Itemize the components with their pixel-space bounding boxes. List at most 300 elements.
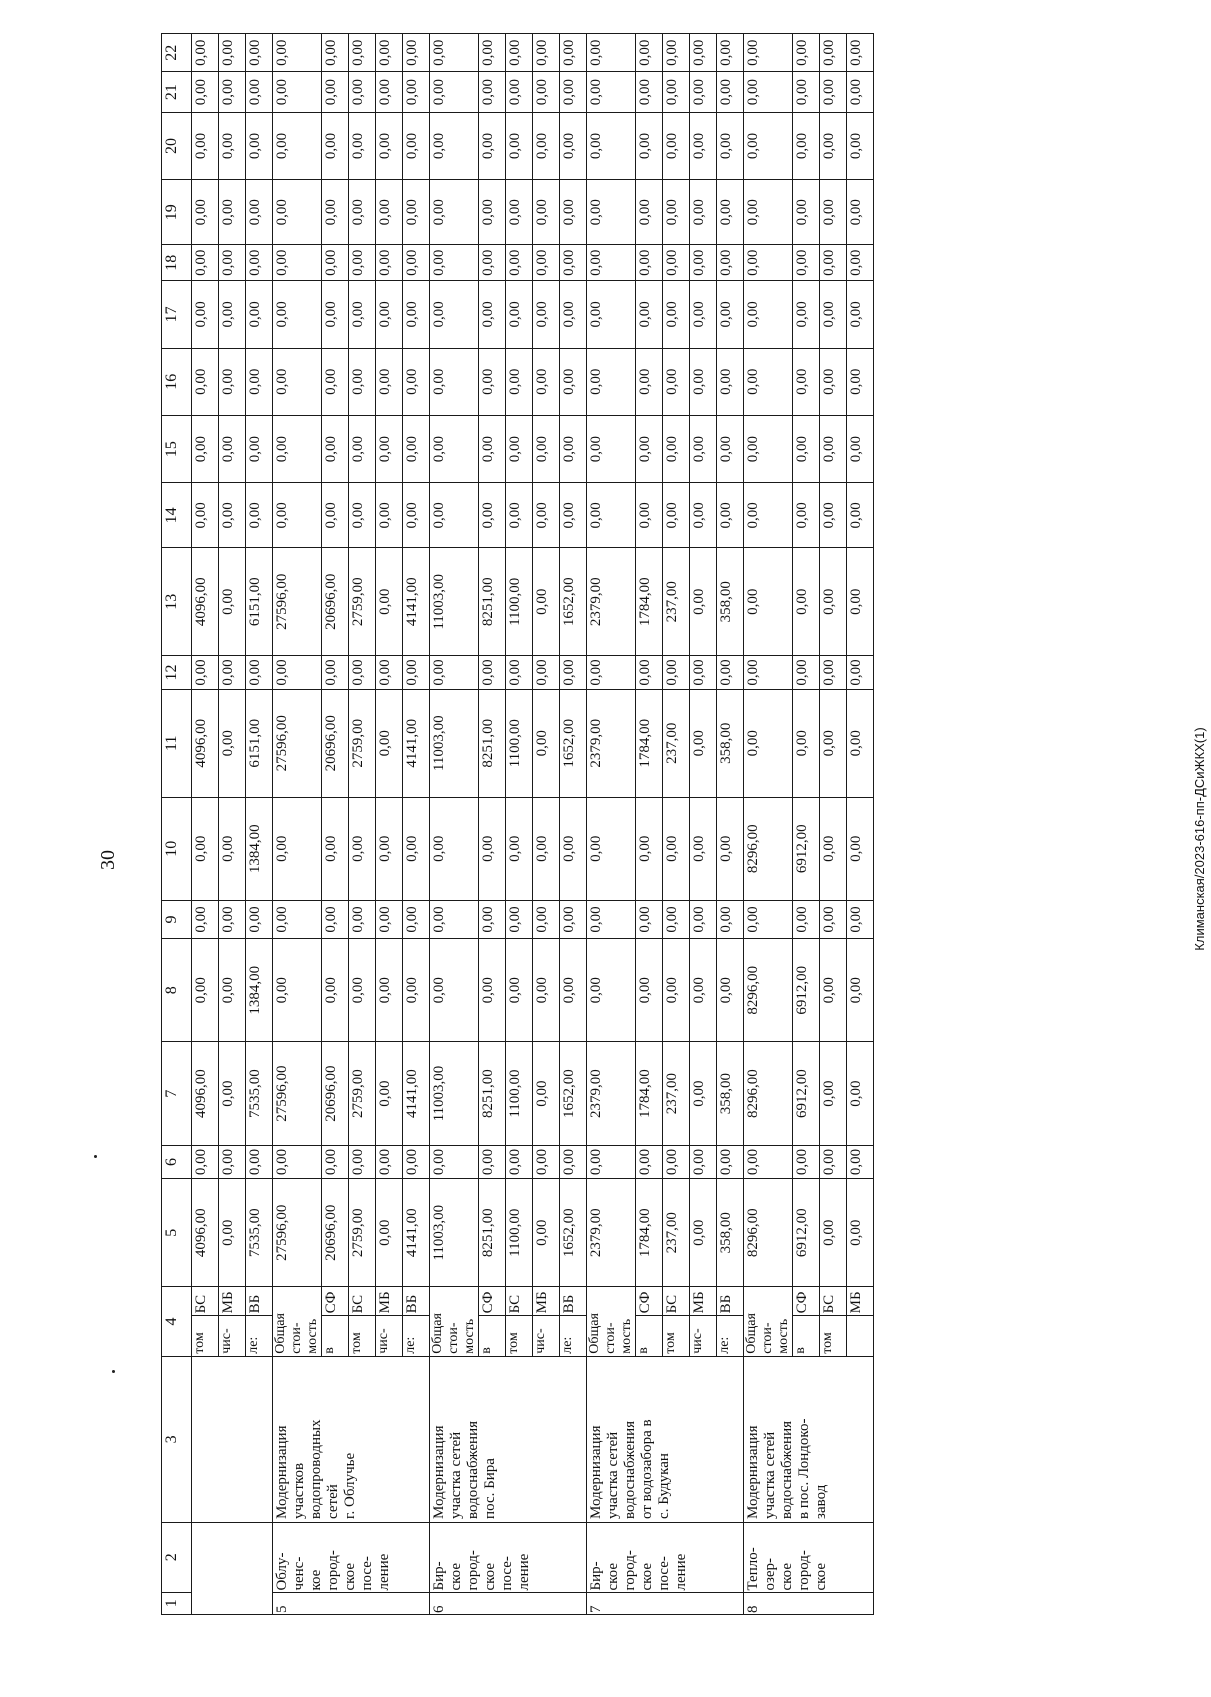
- funding-source-cell: СФ: [793, 1287, 820, 1316]
- value-cell: 0,00: [403, 281, 430, 348]
- value-cell: 0,00: [847, 72, 874, 112]
- value-cell: 0,00: [560, 348, 587, 415]
- funding-source-cell: ВБ: [403, 1287, 430, 1316]
- value-cell: 0,00: [246, 900, 273, 938]
- funding-source-cell: МБ: [376, 1287, 403, 1316]
- value-cell: 0,00: [376, 797, 403, 900]
- funding-source-cell: БС: [192, 1287, 219, 1316]
- column-number: 15: [162, 415, 192, 482]
- column-number: 9: [162, 900, 192, 938]
- value-cell: 0,00: [246, 656, 273, 690]
- value-cell: 11003,00: [430, 1179, 479, 1287]
- value-cell: 0,00: [847, 548, 874, 656]
- value-cell: 7535,00: [246, 1042, 273, 1145]
- value-cell: 0,00: [533, 900, 560, 938]
- value-cell: 1100,00: [506, 1179, 533, 1287]
- column-number: 19: [162, 180, 192, 245]
- value-cell: 0,00: [219, 1042, 246, 1145]
- value-cell: 0,00: [533, 797, 560, 900]
- value-cell: 0,00: [717, 180, 744, 245]
- value-cell: 0,00: [273, 281, 322, 348]
- value-cell: 0,00: [246, 348, 273, 415]
- value-cell: 8296,00: [744, 1042, 793, 1145]
- value-cell: 0,00: [636, 656, 663, 690]
- value-cell: 0,00: [820, 548, 847, 656]
- value-cell: 0,00: [744, 483, 793, 548]
- value-cell: 0,00: [533, 281, 560, 348]
- value-cell: 0,00: [403, 112, 430, 179]
- value-cell: 0,00: [820, 180, 847, 245]
- column-number: 21: [162, 72, 192, 112]
- value-cell: 0,00: [322, 180, 349, 245]
- value-cell: 0,00: [587, 281, 636, 348]
- value-cell: 0,00: [219, 689, 246, 797]
- value-cell: 0,00: [376, 939, 403, 1042]
- value-cell: 0,00: [506, 900, 533, 938]
- value-cell: 0,00: [403, 656, 430, 690]
- value-cell: 0,00: [820, 939, 847, 1042]
- value-cell: 6151,00: [246, 689, 273, 797]
- value-cell: 0,00: [690, 1145, 717, 1179]
- value-cell: 0,00: [820, 900, 847, 938]
- column-number: 6: [162, 1145, 192, 1179]
- value-cell: 0,00: [430, 797, 479, 900]
- value-cell: 0,00: [793, 112, 820, 179]
- value-cell: 2379,00: [587, 548, 636, 656]
- funding-source-cell: СФ: [636, 1287, 663, 1316]
- value-cell: 0,00: [349, 1145, 376, 1179]
- value-cell: 6912,00: [793, 1042, 820, 1145]
- value-cell: 0,00: [820, 348, 847, 415]
- project-total-row: [587, 34, 636, 1615]
- value-cell: 0,00: [430, 939, 479, 1042]
- subheading-cell: в: [636, 1316, 663, 1356]
- value-cell: 0,00: [533, 689, 560, 797]
- value-cell: 1652,00: [560, 548, 587, 656]
- value-cell: 0,00: [744, 245, 793, 281]
- value-cell: 2379,00: [587, 1179, 636, 1287]
- value-cell: 0,00: [533, 548, 560, 656]
- value-cell: 0,00: [273, 939, 322, 1042]
- value-cell: 0,00: [636, 180, 663, 245]
- value-cell: 0,00: [219, 112, 246, 179]
- value-cell: 0,00: [246, 483, 273, 548]
- value-cell: 8296,00: [744, 797, 793, 900]
- value-cell: 0,00: [403, 34, 430, 72]
- value-cell: 0,00: [273, 348, 322, 415]
- value-cell: 237,00: [663, 1179, 690, 1287]
- value-cell: 0,00: [717, 112, 744, 179]
- value-cell: 1100,00: [506, 689, 533, 797]
- value-cell: 0,00: [820, 281, 847, 348]
- column-number: 2: [162, 1522, 192, 1592]
- total-cost-label: Общая стои- мость: [273, 1287, 322, 1357]
- value-cell: 0,00: [376, 112, 403, 179]
- value-cell: 0,00: [847, 689, 874, 797]
- value-cell: 358,00: [717, 548, 744, 656]
- value-cell: 0,00: [506, 180, 533, 245]
- value-cell: 0,00: [506, 1145, 533, 1179]
- value-cell: 0,00: [349, 180, 376, 245]
- value-cell: 0,00: [717, 281, 744, 348]
- value-cell: 0,00: [506, 72, 533, 112]
- value-cell: 0,00: [349, 245, 376, 281]
- value-cell: 0,00: [636, 1145, 663, 1179]
- project-name-cell: Модернизация участков водопроводных сетей г. Облучье: [273, 1356, 430, 1522]
- value-cell: 0,00: [349, 939, 376, 1042]
- value-cell: 0,00: [690, 281, 717, 348]
- value-cell: 0,00: [246, 112, 273, 179]
- value-cell: 0,00: [192, 797, 219, 900]
- value-cell: 0,00: [636, 797, 663, 900]
- value-cell: 0,00: [403, 245, 430, 281]
- value-cell: 0,00: [820, 483, 847, 548]
- value-cell: 0,00: [219, 245, 246, 281]
- value-cell: 0,00: [479, 900, 506, 938]
- value-cell: 0,00: [376, 900, 403, 938]
- column-number: 20: [162, 112, 192, 179]
- subheading-cell: ле:: [560, 1316, 587, 1356]
- value-cell: 0,00: [690, 415, 717, 482]
- column-number: 10: [162, 797, 192, 900]
- value-cell: 0,00: [322, 72, 349, 112]
- value-cell: 0,00: [376, 656, 403, 690]
- value-cell: 0,00: [717, 939, 744, 1042]
- value-cell: 0,00: [403, 1145, 430, 1179]
- value-cell: 0,00: [717, 483, 744, 548]
- value-cell: 0,00: [587, 900, 636, 938]
- value-cell: 0,00: [506, 483, 533, 548]
- value-cell: 0,00: [744, 72, 793, 112]
- value-cell: 0,00: [793, 656, 820, 690]
- value-cell: 0,00: [376, 548, 403, 656]
- value-cell: 0,00: [717, 415, 744, 482]
- value-cell: 4096,00: [192, 548, 219, 656]
- value-cell: 0,00: [246, 281, 273, 348]
- column-number: 12: [162, 656, 192, 690]
- value-cell: 0,00: [663, 900, 690, 938]
- value-cell: 0,00: [246, 34, 273, 72]
- value-cell: 0,00: [273, 900, 322, 938]
- value-cell: 0,00: [663, 34, 690, 72]
- subheading-cell: ле:: [717, 1316, 744, 1356]
- value-cell: 4096,00: [192, 689, 219, 797]
- funding-source-cell: БС: [820, 1287, 847, 1316]
- value-cell: 0,00: [376, 281, 403, 348]
- value-cell: 0,00: [587, 34, 636, 72]
- value-cell: 0,00: [219, 180, 246, 245]
- value-cell: 27596,00: [273, 1042, 322, 1145]
- value-cell: 0,00: [376, 180, 403, 245]
- value-cell: 1784,00: [636, 1042, 663, 1145]
- value-cell: 358,00: [717, 1179, 744, 1287]
- value-cell: 0,00: [192, 281, 219, 348]
- value-cell: 0,00: [479, 112, 506, 179]
- value-cell: 0,00: [663, 245, 690, 281]
- value-cell: 0,00: [690, 112, 717, 179]
- value-cell: 0,00: [533, 415, 560, 482]
- value-cell: 0,00: [192, 483, 219, 548]
- value-cell: 0,00: [793, 281, 820, 348]
- value-cell: 0,00: [403, 180, 430, 245]
- value-cell: 11003,00: [430, 689, 479, 797]
- funding-source-cell: БС: [349, 1287, 376, 1316]
- value-cell: 4141,00: [403, 1042, 430, 1145]
- value-cell: 0,00: [376, 1179, 403, 1287]
- value-cell: 0,00: [663, 180, 690, 245]
- value-cell: 0,00: [322, 656, 349, 690]
- table-row: [192, 34, 219, 1615]
- value-cell: 0,00: [322, 900, 349, 938]
- value-cell: 0,00: [587, 415, 636, 482]
- value-cell: 237,00: [663, 1042, 690, 1145]
- value-cell: 0,00: [717, 348, 744, 415]
- value-cell: 0,00: [793, 72, 820, 112]
- value-cell: 0,00: [847, 245, 874, 281]
- value-cell: 0,00: [793, 689, 820, 797]
- value-cell: 0,00: [479, 348, 506, 415]
- value-cell: 0,00: [793, 548, 820, 656]
- value-cell: 0,00: [533, 939, 560, 1042]
- subheading-cell: том: [820, 1316, 847, 1356]
- value-cell: 0,00: [219, 1179, 246, 1287]
- value-cell: 0,00: [273, 112, 322, 179]
- subheading-cell: чис-: [376, 1316, 403, 1356]
- value-cell: 0,00: [430, 415, 479, 482]
- value-cell: 0,00: [793, 1145, 820, 1179]
- value-cell: 0,00: [403, 348, 430, 415]
- value-cell: 0,00: [479, 797, 506, 900]
- value-cell: 1652,00: [560, 1179, 587, 1287]
- value-cell: 0,00: [690, 900, 717, 938]
- value-cell: 0,00: [717, 900, 744, 938]
- value-cell: 0,00: [219, 72, 246, 112]
- municipality-cell: Бир- ское город- ское посе- ление: [587, 1522, 744, 1592]
- value-cell: 0,00: [479, 34, 506, 72]
- value-cell: 0,00: [636, 281, 663, 348]
- row-number-cell: 6: [430, 1592, 587, 1614]
- value-cell: 0,00: [430, 348, 479, 415]
- value-cell: 0,00: [533, 348, 560, 415]
- subheading-cell: том: [192, 1316, 219, 1356]
- value-cell: 0,00: [847, 34, 874, 72]
- municipality-cell: Бир- ское город- ское посе- ление: [430, 1522, 587, 1592]
- subheading-cell: том: [349, 1316, 376, 1356]
- subheading-cell: чис-: [219, 1316, 246, 1356]
- value-cell: 0,00: [717, 72, 744, 112]
- value-cell: 0,00: [587, 348, 636, 415]
- project-name-cell: Модернизация участка сетей водоснабжения пос. Бира: [430, 1356, 587, 1522]
- value-cell: 0,00: [717, 245, 744, 281]
- value-cell: 0,00: [219, 34, 246, 72]
- value-cell: 0,00: [479, 180, 506, 245]
- value-cell: 0,00: [219, 797, 246, 900]
- value-cell: 0,00: [636, 483, 663, 548]
- value-cell: 0,00: [349, 348, 376, 415]
- value-cell: 0,00: [744, 112, 793, 179]
- value-cell: 0,00: [506, 415, 533, 482]
- value-cell: 0,00: [376, 34, 403, 72]
- value-cell: 0,00: [192, 1145, 219, 1179]
- value-cell: 0,00: [430, 34, 479, 72]
- subheading-cell: том: [506, 1316, 533, 1356]
- funding-source-cell: ВБ: [560, 1287, 587, 1316]
- value-cell: 0,00: [246, 72, 273, 112]
- value-cell: 0,00: [219, 281, 246, 348]
- document-footer: Климанская/2023-616-пп-ДСиЖКХ(1): [1192, 727, 1207, 951]
- row-number-cell: 8: [744, 1592, 874, 1614]
- value-cell: 0,00: [663, 415, 690, 482]
- value-cell: 0,00: [273, 34, 322, 72]
- value-cell: 0,00: [560, 939, 587, 1042]
- value-cell: 0,00: [376, 415, 403, 482]
- value-cell: 0,00: [479, 281, 506, 348]
- column-number: 8: [162, 939, 192, 1042]
- value-cell: 1784,00: [636, 1179, 663, 1287]
- value-cell: 0,00: [560, 112, 587, 179]
- column-number: 7: [162, 1042, 192, 1145]
- project-total-row: [744, 34, 793, 1615]
- column-number-row: [162, 34, 192, 1615]
- value-cell: 0,00: [506, 797, 533, 900]
- value-cell: 0,00: [744, 689, 793, 797]
- value-cell: 0,00: [690, 72, 717, 112]
- value-cell: 8251,00: [479, 548, 506, 656]
- value-cell: 0,00: [744, 281, 793, 348]
- value-cell: 0,00: [847, 180, 874, 245]
- value-cell: 0,00: [430, 483, 479, 548]
- funding-source-cell: СФ: [322, 1287, 349, 1316]
- value-cell: 0,00: [560, 656, 587, 690]
- value-cell: 0,00: [219, 415, 246, 482]
- value-cell: 0,00: [403, 939, 430, 1042]
- value-cell: 0,00: [403, 797, 430, 900]
- value-cell: 8251,00: [479, 1042, 506, 1145]
- value-cell: 0,00: [636, 900, 663, 938]
- value-cell: 358,00: [717, 1042, 744, 1145]
- value-cell: 0,00: [560, 34, 587, 72]
- value-cell: 0,00: [820, 797, 847, 900]
- project-name-cell: Модернизация участка сетей водоснабжения от водозабора в с. Будукан: [587, 1356, 744, 1522]
- subheading-cell: ле:: [246, 1316, 273, 1356]
- value-cell: 0,00: [219, 900, 246, 938]
- value-cell: 0,00: [273, 72, 322, 112]
- value-cell: 0,00: [717, 34, 744, 72]
- value-cell: 0,00: [690, 180, 717, 245]
- value-cell: 0,00: [744, 1145, 793, 1179]
- value-cell: 2759,00: [349, 689, 376, 797]
- value-cell: 0,00: [192, 939, 219, 1042]
- value-cell: 4096,00: [192, 1179, 219, 1287]
- value-cell: 0,00: [506, 939, 533, 1042]
- empty-cell: [192, 1522, 273, 1614]
- value-cell: 0,00: [430, 72, 479, 112]
- value-cell: 0,00: [273, 483, 322, 548]
- value-cell: 0,00: [506, 245, 533, 281]
- value-cell: 0,00: [219, 656, 246, 690]
- column-number: 1: [162, 1592, 192, 1614]
- column-number: 17: [162, 281, 192, 348]
- value-cell: 0,00: [192, 900, 219, 938]
- value-cell: 0,00: [430, 656, 479, 690]
- value-cell: 0,00: [560, 245, 587, 281]
- value-cell: 0,00: [533, 1042, 560, 1145]
- value-cell: 0,00: [192, 72, 219, 112]
- value-cell: 1384,00: [246, 797, 273, 900]
- value-cell: 0,00: [273, 180, 322, 245]
- funding-source-cell: СФ: [479, 1287, 506, 1316]
- subheading-cell: в: [793, 1316, 820, 1356]
- column-number: 3: [162, 1356, 192, 1522]
- value-cell: 0,00: [793, 34, 820, 72]
- value-cell: 0,00: [376, 1145, 403, 1179]
- value-cell: 7535,00: [246, 1179, 273, 1287]
- funding-source-cell: БС: [663, 1287, 690, 1316]
- value-cell: 8251,00: [479, 1179, 506, 1287]
- value-cell: 0,00: [192, 180, 219, 245]
- value-cell: 0,00: [506, 656, 533, 690]
- value-cell: 0,00: [192, 656, 219, 690]
- value-cell: 0,00: [349, 483, 376, 548]
- value-cell: 0,00: [479, 245, 506, 281]
- value-cell: 27596,00: [273, 1179, 322, 1287]
- subheading-cell: [847, 1316, 874, 1356]
- value-cell: 0,00: [560, 483, 587, 548]
- value-cell: 0,00: [219, 348, 246, 415]
- value-cell: 0,00: [430, 281, 479, 348]
- value-cell: 6912,00: [793, 797, 820, 900]
- value-cell: 0,00: [663, 72, 690, 112]
- total-cost-label: Общая стои- мость: [744, 1287, 793, 1357]
- column-number: 14: [162, 483, 192, 548]
- municipality-cell: Тепло- озер- ское город- ское: [744, 1522, 874, 1592]
- value-cell: 0,00: [192, 112, 219, 179]
- value-cell: 0,00: [246, 245, 273, 281]
- value-cell: 0,00: [376, 1042, 403, 1145]
- value-cell: 0,00: [349, 34, 376, 72]
- value-cell: 0,00: [533, 180, 560, 245]
- value-cell: 8296,00: [744, 939, 793, 1042]
- column-number: 16: [162, 348, 192, 415]
- value-cell: 20696,00: [322, 1179, 349, 1287]
- value-cell: 0,00: [273, 797, 322, 900]
- value-cell: 0,00: [820, 656, 847, 690]
- value-cell: 0,00: [690, 348, 717, 415]
- value-cell: 0,00: [506, 112, 533, 179]
- value-cell: 1100,00: [506, 548, 533, 656]
- value-cell: 0,00: [847, 939, 874, 1042]
- value-cell: 0,00: [663, 1145, 690, 1179]
- value-cell: 0,00: [717, 1145, 744, 1179]
- value-cell: 2759,00: [349, 1042, 376, 1145]
- value-cell: 0,00: [246, 415, 273, 482]
- value-cell: 0,00: [663, 656, 690, 690]
- subheading-cell: том: [663, 1316, 690, 1356]
- value-cell: 0,00: [430, 112, 479, 179]
- value-cell: 0,00: [820, 689, 847, 797]
- column-number: 22: [162, 34, 192, 72]
- value-cell: 0,00: [847, 483, 874, 548]
- value-cell: 0,00: [663, 797, 690, 900]
- value-cell: 0,00: [322, 34, 349, 72]
- value-cell: 0,00: [376, 483, 403, 548]
- value-cell: 1384,00: [246, 939, 273, 1042]
- value-cell: 0,00: [820, 245, 847, 281]
- value-cell: 0,00: [349, 797, 376, 900]
- value-cell: 11003,00: [430, 1042, 479, 1145]
- value-cell: 0,00: [587, 656, 636, 690]
- subheading-cell: чис-: [690, 1316, 717, 1356]
